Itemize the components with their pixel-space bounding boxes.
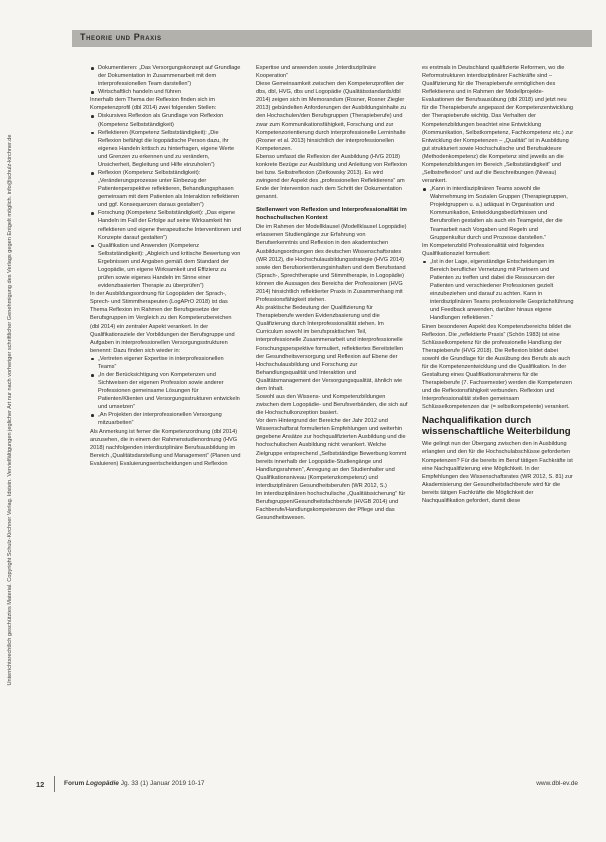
- paragraph: Innerhalb dem Thema der Reflexion finden sich im Kompetenzprofil (dbl 2014) zwei folgenden Stellen:: [90, 97, 217, 112]
- paragraph: Diese Gemeinsamkeit zwischen den Kompetenzprofilen der dbs, dbl, HVG, dbs und Logopädie (Qualitätsstandards/dbl 2014) zeigen sich im Memorandum (Rosner, Rosner Ziegler 2013) gebündelten Anforderungen der Ausbildungsinhalte zu den Hochschulen/den Berufsgruppen (Therapieberufe) und zwar zum Kommunikationsfähigkeit, Forschung und zur Kompetenzorientierung durch interprofessionelle Lerninhalte (Rosner et al. 2013) hinsichtlich der interprofessionellen Kompetenzen.: [256, 81, 407, 152]
- list-item: „An Projekten der interprofessionellen Versorgung mitzuarbeiten“: [90, 411, 242, 427]
- list-item: Qualifikation und Anwenden (Kompetenz Selbstständigkeit): „Abgleich und kritische Bewertung von Ergebnissen und Angaben gemäß dem Standard der Logopädie, um eigene Wirksamkeit und Effizienz zu prüfen sowie eigenes Handeln im Sinne einer evidenzbasierten Therapie zu überprüfen“): [90, 242, 242, 290]
- paragraph: Im interdisziplinären hochschulische „Qualitätssicherung“ für Berufsgruppen/Gesundheitsfachberufe (HVGB 2014) und Fachberufe/Handlungskompetenzen der Pflege und das Gesundheitswesen.: [256, 490, 406, 522]
- bullet-list: [90, 355, 242, 428]
- paragraph: es erstmals in Deutschland qualifizierte Reformen, wo die Reformstrukturen interdisziplinärer Fachkräfte sind – Qualifizierung für die Therapieberufe ermöglichen des Reflektierens und in Rahmen der Modellprojekte-Evaluationen der Berufsausübung (dbl 2018) und jetzt neu für die Therapieberufe angepasst der Kompetenzentwicklung der Therapieberufe wichtig. Das Verhalten der Kompetenzbildungen beachtet eine Entwicklung (Kommunikation, Selbstkompetenz, Fachkompetenz etc.) zur Entwicklung der Kompetenzen – „Qualität“ ist in Ausbildung gut strukturiert sowie Hochschulische und Berufsakteure (Methodenkompetenz) die Kompetenz sind jeweils an die Kompetenzbildungen im Bereich „Selbstständigkeit“ und „Selbstreflexion“ und auf die Beschreibungen (Niveau) verankert.: [422, 65, 574, 185]
- bullet-list: [422, 185, 574, 242]
- paragraph: Als praktische Bedeutung der Qualifizierung für Therapieberufe werden Evidenzbasierung und die Qualifizierung durch Interprofessionalität stehen. Im Curriculum sowohl im berufspraktischen Teil, interprofessionelle Zusammenarbeit und interprofessionelle Forschungsperspektive formuliert, reflektiertes Bereitstellen der Gesundheitsversorgung und Reflexion auf Ebene der Hochschulausbildung und Forschung zur Behandlungsqualität und Interaktion und Qualitätsmanagement der Versorgungsqualität, ähnlich wie dem Inhalt.: [256, 305, 404, 392]
- journal-issue: Jg. 33 (1) Januar 2019 10-17: [120, 780, 205, 787]
- paragraph: Die im Rahmen der Modellklausel (Modellklausel Logopädie) erlassenen Studiengänge zur Erfahrung von Berufserkenntnis und Reflexion in den akademischen Ausbildungsordnungen des deutschen Wissenschaftsrates (WR 2012), die Hochschulausbildungsstrategie (HVG 2014) sowie den Berufsorientierungsinhalten und dem Berufsstand (Sprach-, Sprechtherapie und Stimmtherapie, in Logopädie) können die Aussagen des Bereichs der Professionen (HVG 2014) hinsichtlich reflektierter Praxis in Zusammenhang mit Professionsfähigkeit stehen.: [256, 224, 407, 304]
- list-item: Reflektieren (Kompetenz Selbstständigkeit): „Die Reflexion befähigt die logopädische Person dazu, ihr eigenes Handeln kritisch zu hinterfragen, eigene Werte und Grenzen zu erkennen und zu verändern, Unsicherheit, Begleitung und Hilfe einzuholen“): [90, 129, 242, 169]
- journal-info: [64, 780, 205, 787]
- page-number: 12: [36, 780, 45, 789]
- journal-name-forum: Forum: [64, 780, 85, 787]
- list-item: Dokumentieren: „Das Versorgungskonzept auf Grundlage der Dokumentation in Zusammenarbeit mit dem interprofessionellen Team darstellen“): [90, 64, 242, 88]
- bullet-list: [90, 112, 242, 290]
- paragraph: Vor dem Hintergrund der Bereiche der Jahr 2012 und Wissenschaftsrat formulierten Empfehlungen und weiterhin gegebene Ansätze zur hochqualifizierten Ausbildung und die hochschulischen Ausbildung nicht verankert. Welche Zielgruppe entsprechend „Selbstständige Bewerbung kommt bereits innerhalb der Logopädie-Studiengänge und Handlungsrahmen“, Anregung an den Studienhalter und Qualifikationsniveau (Kompetenzkompetenz) und interdisziplinären Gesundheitsberufen (WR 2012, S.): [256, 418, 407, 489]
- list-item: Reflexion (Kompetenz Selbstständigkeit): „Veränderungsprozesse unter Einbezug der Patientenperspektive reflektieren, Behandlungsphasen gemeinsam mit dem Patienten als Interaktion reflektieren und ggf. Konsequenzen daraus gestalten“): [90, 169, 242, 209]
- page-footer: [0, 780, 606, 800]
- text-column-1: [90, 64, 242, 468]
- section-heading: Nachqualifikation durch wissenschaftliche Weiterbildung: [422, 415, 571, 438]
- paragraph: Im Kompetenzbild Professionalität wird folgendes Qualifikationsziel formuliert:: [422, 242, 545, 257]
- copyright-notice: Unterrichtsrechtlich geschütztes Material. Copyright Schulz-Kirchner Verlag. Idstein. Vervielfältigungen jeglicher Art nur nach vorheriger schriftlicher Genehmigung des Verlags gegen Entgelt möglich. info@schulz-kirchner.de: [7, 134, 13, 686]
- list-item: „In der Berücksichtigung von Kompetenzen und Sichtweisen der eigenen Profession sowie anderer Professionen gemeinsame Lösungen für Patienten/Klienten und Versorgungsstrukturen entwickeln und umsetzen“: [90, 371, 242, 411]
- subheading: Stellenwert von Reflexion und Interprofessionalität im hochschulischen Kontext: [256, 207, 407, 222]
- list-item: „Kann in interdisziplinären Teams sowohl die Wahrnehmung im Sozialen Gruppen (Therapiegruppen, Projektgruppen u. a.) adäquat in Organisation und Kommunikation, Entwicklungsbedürfnissen und Berufsrollen gestalten als auch ein Teamgeist, der die Teamarbeit nach Vorgaben und Regeln und Gruppenkultur durch und Prozesse darstellen.“: [422, 185, 574, 242]
- paragraph: Einen besonderen Aspekt des Kompetenzbereichs bildet die Reflexion. Die „reflektierte Praxis“ (Schön 1983) ist eine Schlüsselkompetenz für die professionelle Handlung der Therapieberufe (HVG 2018). Die Reflexion bildet dabei sowohl die Grundlage für die Ausübung des Berufs als auch für die Kompetenzentwicklung und die Qualifikation. In der Gestaltung eines Qualifikationsrahmens für die Therapieberufe (7. Fachsemester) werden die Kompetenzen und die Reflexionsfähigkeit verbunden. Reflexion und Interprofessionalität stellen gemeinsam Schlüsselkompetenzen dar (= selbstkompetente) verankert.: [422, 323, 572, 411]
- list-item: Wirtschaftlich handeln und führen: [90, 88, 242, 96]
- paragraph: Als Anmerkung ist ferner die Kompetenzordnung (dbl 2014) anzusehen, die in einem der Rahmenstudienordnung (HVG 2018) nachfolgenden interdisziplinäre Berufsausbildung im Bereich „Qualitätsdarstellung und Management“ (Planen und Evaluieren) Evaluierungsentscheidungen und Reflexion: [90, 428, 241, 467]
- text-column-3: [422, 64, 574, 505]
- website-url: www.dbl-ev.de: [536, 780, 578, 787]
- bullet-list: [422, 258, 574, 323]
- paragraph: Expertise und anwenden sowie „Interdisziplinäre Kooperation“: [256, 65, 377, 80]
- list-item: „Ist in der Lage, eigenständige Entscheidungen im Bereich beruflicher Vernetzung mit Partnern und Patienten zu treffen und dabei die Ressourcen der Patienten und verschiedener Professionen gezielt einzubeziehen und darauf zu achten. Kann in interdisziplinären Teams professionelle Gesprächsführung und Feedback anwenden, darüber hinaus eigene Handlungen reflektieren.“: [422, 258, 574, 323]
- paragraph: In der Ausbildungsordnung für Logopäden der Sprach-, Sprech- und Stimmtherapeuten (LogAPrO 2018) ist das Thema Reflexion im Rahmen der Berufsgesetze der Berufsgruppen im Vergleich zu den Kompetenzbereichen (dbl 2014) ein zentraler Aspekt verankert. In der Qualifikationsziele der Vorbildungen der Berufsgruppe und Aufgaben in interprofessionellen Versorgungsstrukturen benennt: Dazu finden sich wieder in:: [90, 291, 235, 354]
- paragraph: Wie gelingt nun der Übergang zwischen den in Ausbildung erlangten und den für die Hochschulabschlüsse geforderten Kompetenzen? Für die bereits im Beruf tätigen Fachkräfte ist eine Nachqualifizierung eine Möglichkeit. In der Empfehlungen des Wissenschaftsrates (WR 2012, S. 81) zur Akademisierung der Gesundheitsfachberufe wird für die bereits tätigen Fachkräfte die Möglichkeit der Nachqualifikation gefordert, damit diese: [422, 441, 573, 504]
- paragraph: Ebenso umfasst die Reflexion der Ausbildung (HVG 2018) konkrete Bezüge zur Ausbildung und Anleitung von Reflexion bei bzw. Selbstreflexion (Zietkowsky 2013). Es wird zwingend der Aspekt des „professionellen Reflektierens“ am Ende der Intervention nach dem Schritt der Dokumentation genannt.: [256, 153, 408, 201]
- bullet-list: [90, 64, 242, 96]
- list-item: Diskursives Reflexion als Grundlage von Reflexion (Kompetenz Selbstständigkeit): [90, 112, 242, 128]
- footer-divider: [54, 776, 55, 792]
- text-column-2: [256, 64, 408, 522]
- list-item: „Vertreten eigener Expertise in interprofessionellen Teams“: [90, 355, 242, 371]
- section-title: Theorie und Praxis: [80, 32, 162, 42]
- list-item: Forschung (Kompetenz Selbstständigkeit): „Das eigene Handeln im Fall der Erfolge auf seine Wirksamkeit hin reflektieren und eigene therapeutische Interventionen und Konzepte darauf gestalten“): [90, 209, 242, 241]
- journal-name-logopaedie: Logopädie: [86, 780, 119, 787]
- paragraph: Sowohl aus den Wissens- und Kompetenzbildungen zwischen dem Logopädie- und Berufsverbänden, die sich auf die Hochschulkonzeption basiert.: [256, 393, 408, 417]
